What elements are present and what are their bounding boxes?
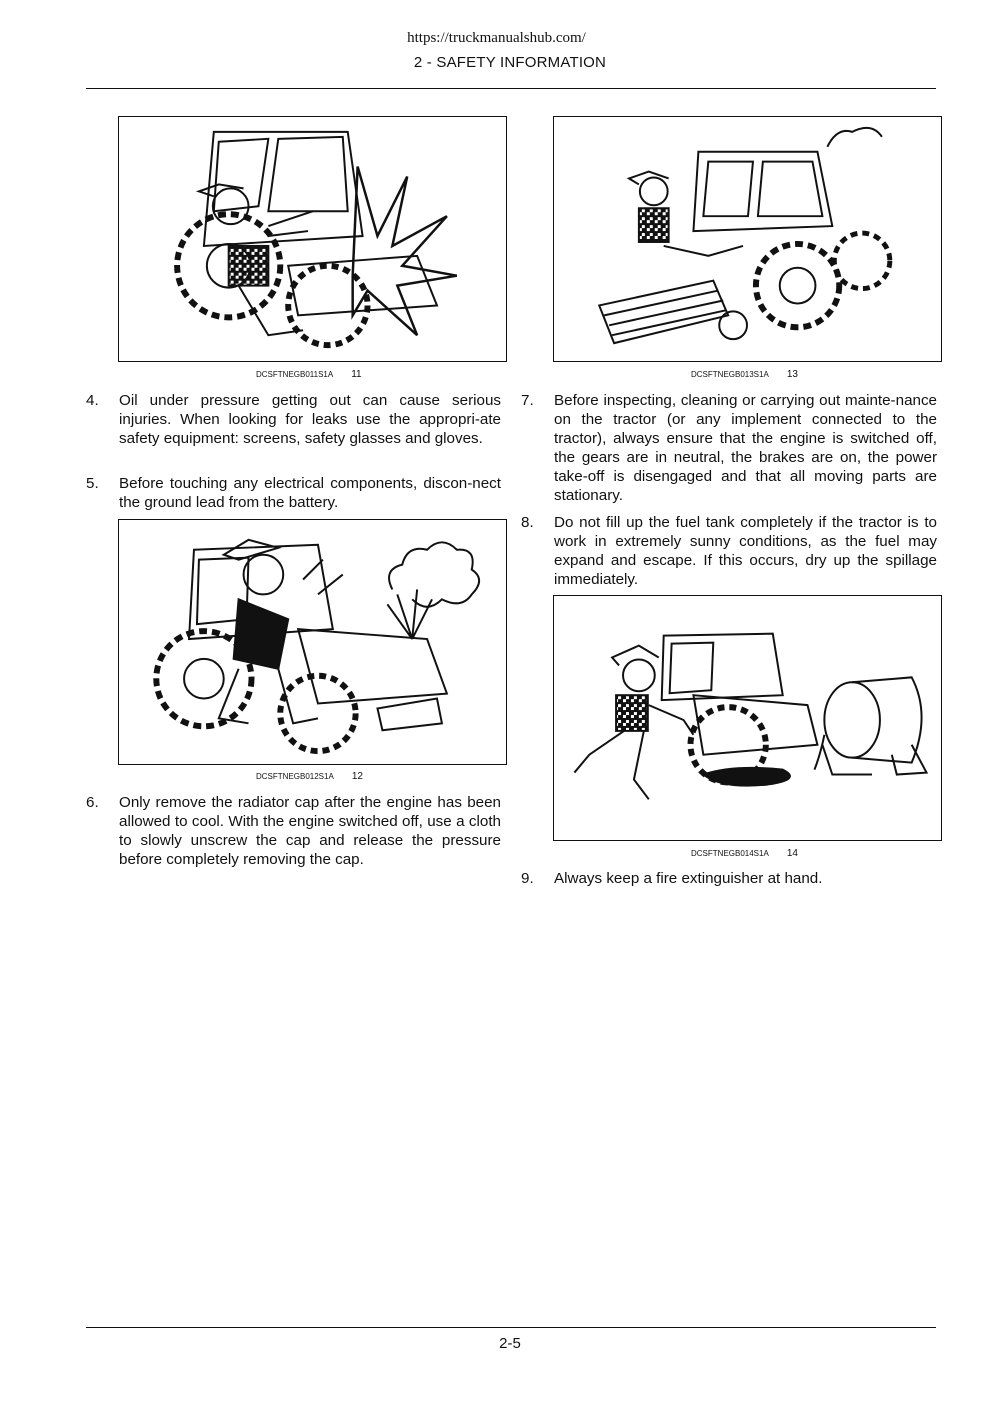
- figure-11-caption: [256, 369, 362, 380]
- figure-14-caption: [691, 848, 798, 859]
- figure-code: DCSFTNEGB014S1A: [691, 849, 769, 858]
- figure-12-radiator: [118, 519, 507, 765]
- figure-11-oil-spray: [118, 116, 507, 362]
- item-text: Always keep a fire extinguisher at hand.: [554, 870, 823, 887]
- figure-number: 11: [351, 369, 362, 380]
- figure-code: DCSFTNEGB012S1A: [256, 772, 334, 781]
- figure-code: DCSFTNEGB013S1A: [691, 370, 769, 379]
- item-number: 6.: [86, 794, 99, 811]
- item-number: 8.: [521, 514, 534, 531]
- figure-number: 12: [351, 771, 363, 782]
- item-number: 7.: [521, 392, 534, 409]
- radiator-steam-illustration: [119, 520, 506, 764]
- figure-12-caption: [256, 771, 363, 782]
- item-number: 5.: [86, 475, 99, 492]
- source-url: https://truckmanualshub.com/: [407, 30, 586, 46]
- page-number: 2-5: [499, 1335, 521, 1352]
- item-text: Before touching any electrical components, discon-nect the ground lead from the battery.: [119, 475, 501, 511]
- section-title: 2 - SAFETY INFORMATION: [413, 54, 607, 71]
- figure-14-fuel: [553, 595, 942, 841]
- figure-number: 14: [786, 848, 798, 859]
- figure-13-caption: [691, 369, 798, 380]
- figure-number: 13: [786, 369, 798, 380]
- item-number: 9.: [521, 870, 534, 887]
- item-text: Do not fill up the fuel tank completely if the tractor is to work in extremely sunny conditions, as the fuel may expand and escape. If this occurs, dry up the spillage immediately.: [554, 514, 937, 588]
- item-text: Before inspecting, cleaning or carrying out mainte-nance on the tractor (or any implement connected to the tractor), always ensure that the engine is switched off, the gears are in neutral, the brakes are on, the power take-off is disengaged and that all moving parts are stationary.: [554, 392, 937, 504]
- footer-rule: [86, 1327, 936, 1328]
- figure-13-maintenance: [553, 116, 942, 362]
- figure-code: DCSFTNEGB011S1A: [256, 370, 334, 379]
- header-rule: [86, 88, 936, 89]
- tractor-oil-spray-illustration: [119, 117, 506, 361]
- item-text: Oil under pressure getting out can cause serious injuries. When looking for leaks use the appropri-ate safety equipment: screens, safety glasses and gloves.: [119, 392, 501, 447]
- item-text: Only remove the radiator cap after the engine has been allowed to cool. With the engine switched off, use a cloth to slowly unscrew the cap and release the pressure before completely removing the cap.: [119, 794, 501, 868]
- item-number: 4.: [86, 392, 99, 409]
- fuel-barrel-illustration: [554, 596, 941, 840]
- tractor-maintenance-illustration: [554, 117, 941, 361]
